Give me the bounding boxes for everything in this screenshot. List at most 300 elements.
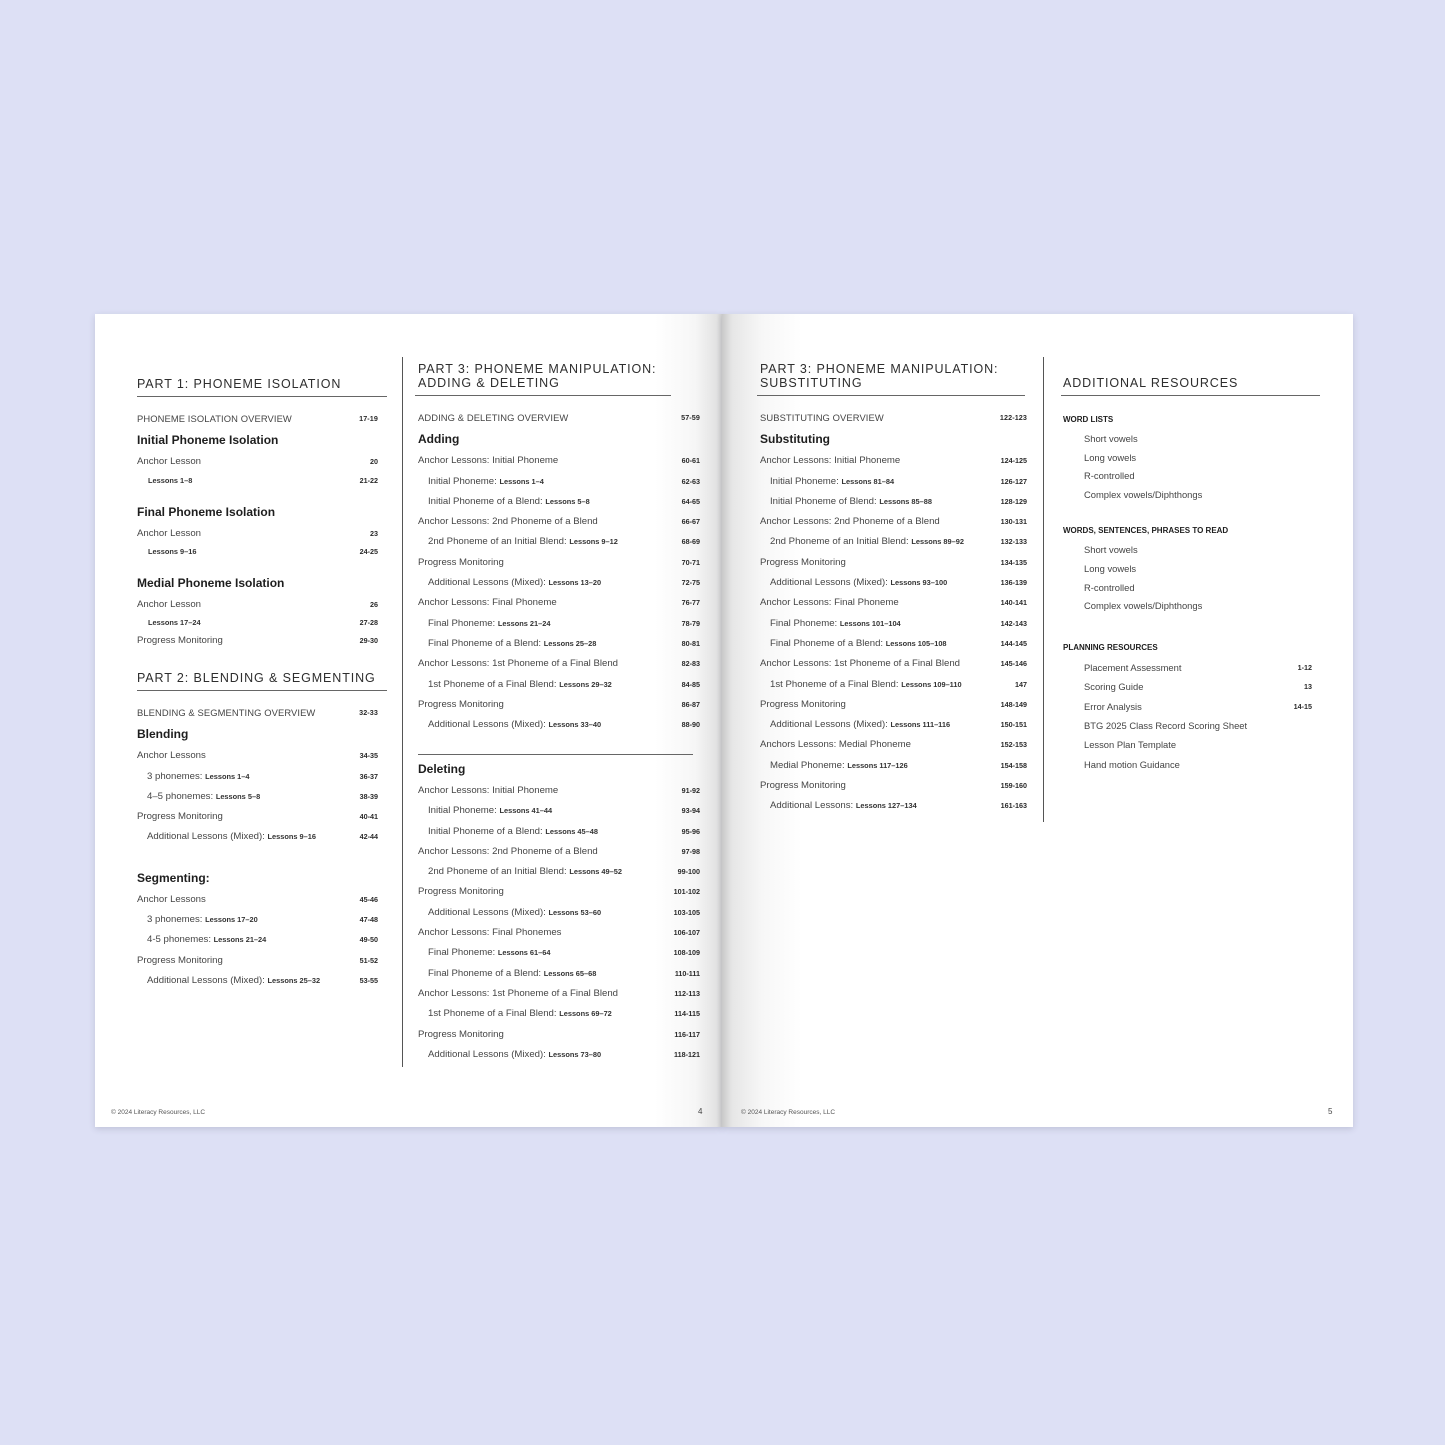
- page-range: 32-33: [359, 708, 378, 717]
- entry-label: Progress Monitoring: [760, 698, 846, 710]
- entry-label: Anchor Lessons: [137, 750, 206, 762]
- resource-group-heading: WORD LISTS: [1063, 415, 1114, 424]
- entry-label: Final Phoneme of a Blend:: [770, 637, 886, 649]
- page-range: 36-37: [359, 771, 378, 781]
- entry-label: Anchors Lessons: Medial Phoneme: [760, 739, 911, 751]
- entry-label: Progress Monitoring: [137, 954, 223, 966]
- entry-label: Final Phoneme:: [770, 617, 840, 629]
- toc-subentry: [418, 964, 700, 984]
- toc-subentry: [760, 492, 1027, 512]
- page-range: 21-22: [359, 475, 378, 485]
- toc-subentry: [418, 801, 700, 821]
- lesson-range: Lessons 29–32: [559, 679, 612, 689]
- entry-label: PHONEME ISOLATION OVERVIEW: [137, 413, 292, 424]
- lesson-range: Lessons 53–60: [548, 907, 602, 917]
- resources-list: [1063, 396, 1320, 774]
- entry-label: Additional Lessons (Mixed):: [428, 1048, 549, 1060]
- page-range: 159-160: [1000, 781, 1027, 791]
- entry-label: Additional Lessons (Mixed):: [428, 906, 549, 918]
- page-range: 95-96: [681, 826, 700, 836]
- page-range: 13: [1304, 682, 1312, 692]
- page-range: 103-105: [673, 907, 700, 917]
- lesson-range: Lessons 1–4: [499, 476, 544, 486]
- entry-label: Initial Phoneme of Blend:: [770, 495, 880, 507]
- toc-entry: [760, 735, 1027, 755]
- resource-item: [1063, 658, 1320, 677]
- toc-entry: [418, 593, 700, 613]
- toc-subentry: [760, 715, 1027, 735]
- substituting-section: [760, 362, 1027, 817]
- toc-entry: [760, 776, 1027, 796]
- page-range: 49-50: [359, 935, 378, 945]
- entry-label: Deleting: [418, 762, 466, 776]
- toc-entry: [760, 451, 1027, 471]
- entry-label: Medial Phoneme Isolation: [137, 575, 285, 590]
- toc-list: [418, 755, 700, 1065]
- page-number: 4: [698, 1107, 703, 1116]
- entry-label: Anchor Lesson: [137, 456, 201, 468]
- entry-label: Progress Monitoring: [760, 780, 846, 792]
- resource-group-heading: PLANNING RESOURCES: [1063, 642, 1158, 652]
- resource-item: [1063, 697, 1320, 716]
- page-range: 126-127: [1000, 476, 1027, 486]
- toc-entry: [418, 553, 700, 573]
- toc-overview-entry: [137, 409, 378, 429]
- lesson-range: Lessons 21–24: [497, 618, 551, 628]
- section-title: PART 3: PHONEME MANIPULATION: SUBSTITUTING: [757, 362, 1025, 396]
- toc-subentry: [137, 827, 378, 847]
- page-range: 101-102: [673, 887, 700, 897]
- page-range: 23: [370, 528, 378, 538]
- page-range: 17-19: [359, 414, 378, 423]
- page-range: 47-48: [359, 915, 378, 925]
- page-range: 20: [370, 457, 378, 467]
- toc-entry: [137, 595, 378, 615]
- lesson-range: Lessons 93–100: [890, 578, 948, 588]
- resources-section: [1063, 376, 1320, 774]
- entry-label: 1st Phoneme of a Final Blend:: [428, 678, 560, 690]
- deleting-section: [418, 754, 700, 1065]
- entry-label: Initial Phoneme:: [428, 475, 500, 487]
- page-range: 78-79: [681, 618, 700, 628]
- lesson-range: Lessons 17–20: [205, 915, 258, 925]
- lesson-range: Lessons 21–24: [213, 935, 267, 945]
- toc-overview-entry: [418, 408, 700, 428]
- entry-label: ADDING & DELETING OVERVIEW: [418, 412, 569, 423]
- entry-label: Medial Phoneme:: [770, 759, 848, 771]
- page-range: 38-39: [359, 791, 378, 801]
- page-range: 145-146: [1000, 659, 1027, 669]
- toc-entry: [418, 984, 700, 1004]
- entry-label: Anchor Lessons: 2nd Phoneme of a Blend: [418, 845, 598, 857]
- page-range: 148-149: [1000, 699, 1027, 709]
- page-range: 84-85: [681, 679, 700, 689]
- page-range: 88-90: [681, 720, 700, 730]
- entry-label: Initial Phoneme:: [428, 805, 500, 817]
- page-range: 91-92: [681, 786, 700, 795]
- entry-label: Anchor Lessons: 1st Phoneme of a Final Blend: [760, 658, 960, 670]
- lesson-range: Lessons 117–126: [847, 760, 908, 770]
- page-range: 64-65: [681, 496, 700, 506]
- page-range: 142-143: [1000, 618, 1027, 628]
- entry-label: Lessons 1–8: [148, 475, 193, 485]
- entry-label: Segmenting:: [137, 870, 210, 885]
- entry-label: Anchor Lessons: Initial Phoneme: [760, 455, 901, 467]
- section-title: ADDITIONAL RESOURCES: [1061, 376, 1320, 396]
- toc-entry: [418, 781, 700, 801]
- toc-entry: [418, 695, 700, 715]
- entry-label: 1st Phoneme of a Final Blend:: [770, 678, 902, 690]
- resource-item: [1063, 716, 1320, 735]
- column-divider: [1043, 357, 1044, 822]
- lesson-range: Lessons 89–92: [911, 537, 964, 547]
- lesson-range: Lessons 5–8: [545, 496, 590, 506]
- page-range: 147: [1015, 679, 1027, 689]
- page-range: 140-141: [1000, 598, 1027, 608]
- page-range: 93-94: [681, 806, 700, 816]
- entry-label: Lessons 9–16: [148, 546, 197, 556]
- entry-label: Progress Monitoring: [418, 886, 504, 898]
- entry-label: Final Phoneme of a Blend:: [428, 637, 544, 649]
- page-range: 132-133: [1000, 537, 1027, 547]
- entry-label: Adding: [418, 432, 460, 447]
- page-range: 86-87: [681, 699, 700, 709]
- toc-entry: [418, 1025, 700, 1045]
- toc-list: [760, 396, 1027, 817]
- page-range: 26: [370, 599, 378, 609]
- resource-item: [1063, 541, 1320, 560]
- entry-label: Anchor Lessons: Final Phoneme: [760, 597, 899, 609]
- entry-label: Anchor Lessons: Initial Phoneme: [418, 785, 559, 796]
- resource-group: [1063, 410, 1320, 504]
- resource-item: [1063, 579, 1320, 598]
- toc-subentry: [137, 767, 378, 787]
- toc-subentry: [418, 943, 700, 963]
- toc-heading: [418, 428, 700, 451]
- toc-entry: [418, 882, 700, 902]
- page-range: 29-30: [359, 636, 378, 646]
- lesson-range: Lessons 25–28: [543, 638, 597, 648]
- entry-label: Anchor Lessons: Final Phoneme: [418, 597, 557, 609]
- resource-item: [1063, 486, 1320, 505]
- toc-entry: [418, 842, 700, 862]
- toc-entry: [137, 524, 378, 544]
- page-range: 34-35: [359, 751, 378, 761]
- toc-entry: [418, 654, 700, 674]
- entry-label: 2nd Phoneme of an Initial Blend:: [428, 866, 570, 878]
- entry-label: Additional Lessons (Mixed):: [428, 719, 549, 731]
- resource-label: Hand motion Guidance: [1084, 758, 1180, 770]
- page-range: 97-98: [681, 846, 700, 856]
- toc-subentry: [418, 614, 700, 634]
- lesson-range: Lessons 85–88: [879, 496, 932, 506]
- page-range: 27-28: [359, 618, 378, 628]
- resource-group-heading: WORDS, SENTENCES, PHRASES TO READ: [1063, 526, 1229, 536]
- entry-label: Additional Lessons (Mixed):: [147, 831, 268, 843]
- toc-subentry: [137, 910, 378, 930]
- resource-group: [1063, 521, 1320, 615]
- entry-label: 3 phonemes:: [147, 770, 206, 782]
- entry-label: Final Phoneme:: [428, 947, 498, 959]
- entry-label: BLENDING & SEGMENTING OVERVIEW: [137, 707, 316, 718]
- toc-entry: [418, 451, 700, 471]
- entry-label: Progress Monitoring: [418, 698, 504, 710]
- toc-subentry: [418, 532, 700, 552]
- page-range: 118-121: [674, 1049, 700, 1059]
- page-range: 80-81: [681, 638, 700, 648]
- page-range: 99-100: [677, 867, 700, 877]
- resource-item: [1063, 430, 1320, 449]
- entry-label: Additional Lessons (Mixed):: [428, 577, 549, 589]
- resource-label: Long vowels: [1084, 451, 1137, 463]
- toc-heading: [137, 429, 378, 452]
- page-range: 114-115: [674, 1009, 700, 1019]
- copyright-footer: © 2024 Literacy Resources, LLC: [741, 1109, 836, 1116]
- entry-label: Anchor Lesson: [137, 598, 201, 610]
- page-range: 150-151: [1000, 720, 1027, 730]
- page-range: 116-117: [674, 1029, 700, 1039]
- lesson-range: Lessons 101–104: [839, 618, 901, 628]
- lesson-range: Lessons 5–8: [215, 791, 261, 801]
- page-range: 110-111: [674, 968, 700, 978]
- entry-label: Initial Phoneme Isolation: [137, 433, 279, 448]
- page-range: 53-55: [359, 975, 378, 985]
- entry-label: Initial Phoneme of a Blend:: [428, 495, 546, 507]
- entry-label: Initial Phoneme:: [770, 475, 842, 487]
- page-range: 66-67: [681, 517, 700, 527]
- lesson-range: Lessons 73–80: [548, 1049, 602, 1059]
- adding-section: [418, 362, 700, 735]
- entry-label: Anchor Lessons: 1st Phoneme of a Final Blend: [418, 987, 618, 999]
- section-title: PART 2: BLENDING & SEGMENTING: [137, 671, 387, 691]
- lesson-range: Lessons 1–4: [205, 771, 250, 781]
- toc-subentry: [760, 614, 1027, 634]
- toc-subentry: [418, 675, 700, 695]
- toc-heading: [137, 501, 378, 524]
- resource-label: Complex vowels/Diphthongs: [1084, 488, 1203, 500]
- toc-subentry: [418, 472, 700, 492]
- entry-label: Final Phoneme:: [428, 617, 498, 629]
- toc-entry: [760, 593, 1027, 613]
- page-range: 60-61: [681, 456, 700, 466]
- entry-label: 4–5 phonemes:: [147, 790, 216, 802]
- page-range: 144-145: [1000, 638, 1027, 648]
- resource-item: [1063, 755, 1320, 774]
- toc-subentry: [137, 615, 378, 631]
- page-range: 122-123: [999, 413, 1027, 422]
- toc-entry: [137, 452, 378, 472]
- entry-label: 1st Phoneme of a Final Blend:: [428, 1008, 560, 1020]
- page-range: 57-59: [681, 413, 700, 422]
- page-range: 76-77: [681, 598, 700, 608]
- page-range: 42-44: [359, 832, 378, 842]
- lesson-range: Lessons 105–108: [885, 638, 947, 648]
- page-range: 72-75: [681, 578, 700, 588]
- toc-entry: [760, 553, 1027, 573]
- page-range: 124-125: [1000, 456, 1027, 466]
- part2-section: [137, 671, 387, 991]
- toc-entry: [137, 746, 378, 766]
- toc-heading: [137, 723, 378, 746]
- toc-subentry: [137, 930, 378, 950]
- lesson-range: Lessons 9–16: [267, 832, 316, 842]
- lesson-range: Lessons 109–110: [901, 679, 962, 689]
- lesson-range: Lessons 49–52: [569, 867, 622, 877]
- toc-entry: [760, 695, 1027, 715]
- page-range: 24-25: [359, 546, 378, 556]
- page-range: 134-135: [1000, 557, 1027, 567]
- entry-label: Initial Phoneme of a Blend:: [428, 825, 546, 837]
- lesson-range: Lessons 41–44: [499, 806, 553, 816]
- toc-overview-entry: [137, 703, 378, 723]
- toc-subentry: [760, 573, 1027, 593]
- resource-label: R-controlled: [1084, 470, 1135, 482]
- page-range: 112-113: [674, 988, 700, 998]
- toc-entry: [760, 512, 1027, 532]
- resource-label: Lesson Plan Template: [1084, 739, 1177, 751]
- page-range: 154-158: [1000, 760, 1027, 770]
- resource-item: [1063, 560, 1320, 579]
- resource-label: BTG 2025 Class Record Scoring Sheet: [1084, 719, 1248, 731]
- toc-entry: [418, 923, 700, 943]
- toc-subentry: [760, 532, 1027, 552]
- part1-section: [137, 377, 387, 651]
- page-range: 106-107: [673, 928, 700, 938]
- toc-subentry: [418, 822, 700, 842]
- entry-label: Progress Monitoring: [137, 635, 223, 647]
- resource-item: [1063, 735, 1320, 754]
- page-range: 1-12: [1297, 662, 1312, 672]
- lesson-range: Lessons 65–68: [543, 968, 597, 978]
- resource-label: Short vowels: [1084, 544, 1138, 556]
- toc-subentry: [418, 1045, 700, 1065]
- resource-label: Error Analysis: [1084, 700, 1142, 712]
- toc-subentry: [418, 492, 700, 512]
- toc-subentry: [137, 971, 378, 991]
- entry-label: Anchor Lessons: 1st Phoneme of a Final Blend: [418, 658, 618, 670]
- entry-label: Additional Lessons (Mixed):: [770, 719, 891, 731]
- toc-subentry: [137, 544, 378, 560]
- lesson-range: Lessons 33–40: [548, 720, 602, 730]
- entry-label: Additional Lessons (Mixed):: [147, 974, 268, 986]
- lesson-range: Lessons 13–20: [548, 578, 602, 588]
- page-range: 70-71: [681, 557, 700, 567]
- entry-label: SUBSTITUTING OVERVIEW: [760, 412, 884, 423]
- toc-subentry: [418, 715, 700, 735]
- resource-label: Placement Assessment: [1084, 661, 1182, 673]
- toc-subentry: [418, 634, 700, 654]
- lesson-range: Lessons 9–12: [569, 537, 618, 547]
- toc-entry: [760, 654, 1027, 674]
- entry-label: 3 phonemes:: [147, 914, 206, 926]
- toc-subentry: [760, 472, 1027, 492]
- entry-label: Substituting: [760, 432, 830, 447]
- entry-label: Final Phoneme of a Blend:: [428, 967, 544, 979]
- resource-item: [1063, 597, 1320, 616]
- toc-subentry: [418, 862, 700, 882]
- toc-subentry: [418, 903, 700, 923]
- resource-label: Long vowels: [1084, 562, 1137, 574]
- toc-subentry: [760, 756, 1027, 776]
- page-range: 128-129: [1000, 496, 1027, 506]
- page-range: 40-41: [359, 812, 378, 822]
- resource-item: [1063, 449, 1320, 468]
- toc-subentry: [760, 675, 1027, 695]
- entry-label: 2nd Phoneme of an Initial Blend:: [428, 536, 570, 548]
- page-range: 130-131: [1000, 517, 1027, 527]
- resource-label: Complex vowels/Diphthongs: [1084, 600, 1203, 612]
- entry-label: Progress Monitoring: [760, 556, 846, 568]
- toc-subentry: [137, 473, 378, 489]
- toc-subentry: [418, 1004, 700, 1024]
- page-range: 68-69: [681, 537, 700, 547]
- page-range: 108-109: [673, 948, 700, 958]
- toc-heading: [760, 428, 1027, 451]
- resource-label: R-controlled: [1084, 581, 1135, 593]
- entry-label: 4-5 phonemes:: [147, 934, 214, 946]
- toc-heading: [137, 572, 378, 595]
- resource-label: Short vowels: [1084, 433, 1138, 444]
- entry-label: Anchor Lessons: 2nd Phoneme of a Blend: [418, 516, 598, 528]
- resource-item: [1063, 467, 1320, 486]
- lesson-range: Lessons 127–134: [855, 801, 917, 811]
- toc-heading: [418, 758, 700, 781]
- section-title: PART 1: PHONEME ISOLATION: [137, 377, 387, 397]
- toc-entry: [137, 951, 378, 971]
- toc-list: [418, 396, 700, 735]
- toc-overview-entry: [760, 408, 1027, 428]
- copyright-footer: © 2024 Literacy Resources, LLC: [111, 1109, 206, 1116]
- entry-label: Anchor Lessons: Initial Phoneme: [418, 455, 559, 467]
- entry-label: Blending: [137, 727, 189, 742]
- page-range: 152-153: [1000, 740, 1027, 750]
- lesson-range: Lessons 111–116: [890, 720, 951, 730]
- toc-entry: [137, 890, 378, 910]
- entry-label: Progress Monitoring: [137, 811, 223, 823]
- lesson-range: Lessons 61–64: [497, 948, 551, 958]
- entry-label: Anchor Lessons: 2nd Phoneme of a Blend: [760, 516, 940, 528]
- lesson-range: Lessons 25–32: [267, 975, 321, 985]
- entry-label: Lessons 17–24: [148, 618, 201, 628]
- page-range: 161-163: [1000, 801, 1027, 811]
- toc-subentry: [418, 573, 700, 593]
- entry-label: Progress Monitoring: [418, 556, 504, 568]
- column-divider: [402, 357, 403, 1067]
- page-number: 5: [1328, 1107, 1333, 1116]
- entry-label: Anchor Lessons: [137, 893, 206, 905]
- toc-subentry: [137, 787, 378, 807]
- toc-heading: [137, 867, 378, 890]
- toc-list: [137, 397, 378, 651]
- resource-group: [1063, 638, 1320, 774]
- resource-item: [1063, 677, 1320, 696]
- toc-entry: [137, 807, 378, 827]
- toc-subentry: [760, 796, 1027, 816]
- toc-list: [137, 691, 378, 991]
- page-range: 136-139: [1000, 578, 1027, 588]
- entry-label: Final Phoneme Isolation: [137, 504, 276, 519]
- page-range: 51-52: [359, 955, 378, 965]
- entry-label: 2nd Phoneme of an Initial Blend:: [770, 536, 912, 548]
- section-title: PART 3: PHONEME MANIPULATION: ADDING & DELETING: [415, 362, 671, 396]
- resource-label: Scoring Guide: [1084, 681, 1144, 693]
- entry-label: Anchor Lesson: [137, 527, 201, 539]
- toc-subentry: [760, 634, 1027, 654]
- page-range: 62-63: [681, 476, 700, 486]
- entry-label: Additional Lessons (Mixed):: [770, 577, 891, 589]
- lesson-range: Lessons 81–84: [841, 476, 895, 486]
- page-range: 14-15: [1293, 701, 1312, 711]
